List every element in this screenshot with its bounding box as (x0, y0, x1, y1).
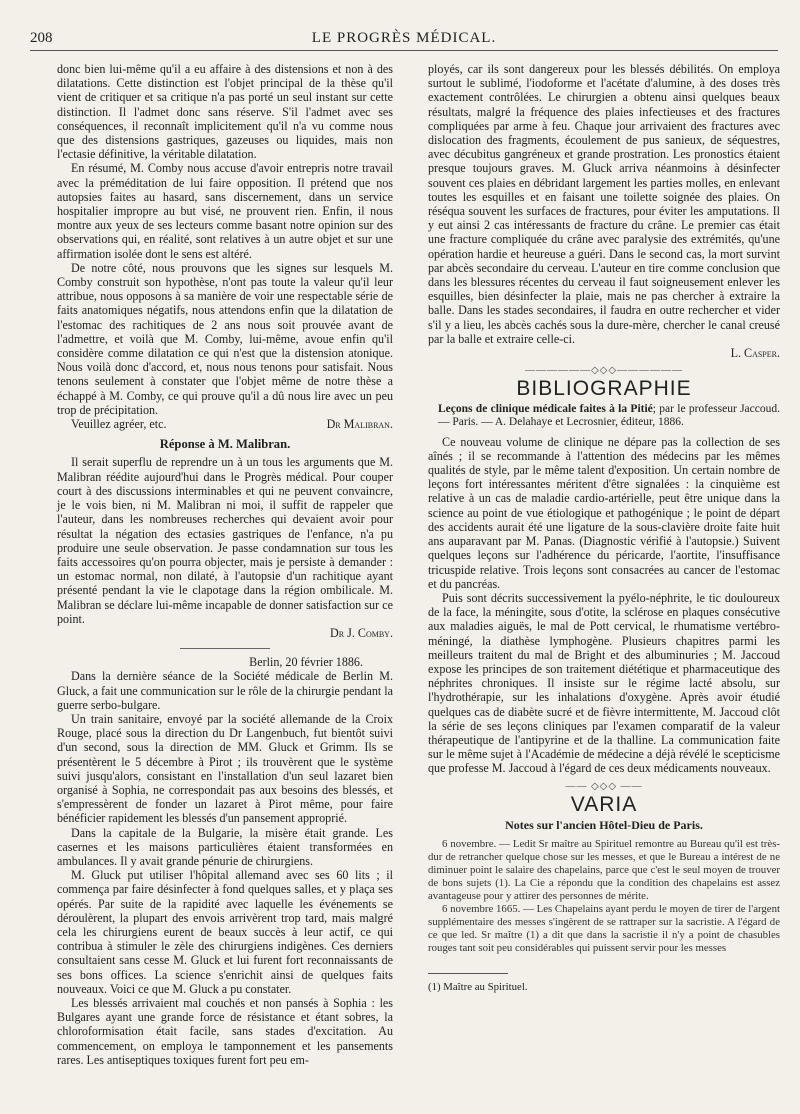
footnote: (1) Maître au Spirituel. (428, 981, 528, 994)
paragraph: Il serait superflu de reprendre un à un tous les arguments que M. Malibran réédite aujourd'hui dans le Progrès médical. Pour couper court à des discussions interminables et qui ne peuvent convaincre, je le vois bien, ni M. Malibran ni moi, il suffit de rappeler que l'auteur, dans les nombreuses recherches qui devaient avoir pour résultat la négation des ectasies gastriques de l'enfance, n'a pu produire une seule observation. Je passe condamnation sur tous les faits accessoires qu'on pourra objecter, mais je persiste à demander : un estomac normal, non dilaté, à l'autopsie d'un rachitique ayant présenté pendant la vie le clapotage dans la région ombilicale. M. Malibran se déclare lui-même incapable de donner satisfaction sur ce point. (57, 455, 393, 626)
archive-note: 6 novembre 1665. — Les Chapelains ayant perdu le moyen de tirer de l'argent supplémentaire des messes s'ingèrent de se rattraper sur la sacristie. A l'égard de ce que led. Sr maître (1) a dit que dans la sacristie il n'y a point de chasubles rouges tant soit peu considérables qui puissent servir pour les messes (428, 903, 780, 955)
bibliography-entry (428, 403, 780, 429)
closing-line (57, 417, 393, 431)
paragraph: ployés, car ils sont dangereux pour les blessés débilités. On employa surtout le sublimé, l'iodoforme et l'acétate d'alumine, à des doses très exactement contrôlées. Le chirurgien a obtenu ainsi quelques beaux résultats, malgré la fréquence des plaies infectieuses et des fractures compliquées par arme à feu. Chaque jour arrivaient des fractures avec dislocation des fragments, écoulement de pus sanieux, de séquestres, avec décubitus gangréneux et grande prostration. Les pronostics étaient presque toujours graves. M. Gluck arriva néanmoins à désinfecter souvent ces plaies en débridant largement les parties molles, en enlevant toutes les esquilles et en faisant une toilette soignée des plaies. On réséqua souvent les surfaces de fractures, pour éviter les amputations. Il y eut ainsi 2 cas intéressants de fracture du crâne. Le premier cas était une fracture compliquée du crâne avec paralysie des extrémités, qu'une opération hardie et heureuse a guéri. Dans le second cas, la mort survint par abcès secondaire du cerveau. L'auteur en tire comme conclusion que dans les blessures récentes du cerveau il faut soigneusement enlever les esquilles, bien désinfecter la plaie, mais ne pas chercher à extraire la balle. Dans les stades secondaires, il faudra en outre rechercher et vider s'il y a lieu, les abcès cachés sous la dure-mère, chercher le canal creusé par la balle et extraire celle-ci. (428, 62, 780, 346)
signature: L. Casper. (730, 346, 780, 361)
bib-entry-details: ; par le professeur Jaccoud. — Paris. — A. Delahaye et Lecrosnier, éditeur, 1886. (438, 402, 780, 428)
paragraph: Un train sanitaire, envoyé par la société allemande de la Croix Rouge, placé sous la direction du Dr Langenbuch, fut bientôt suivi d'un second, sous la direction de MM. Gluck et Grimm. Ils se présentèrent le 5 décembre à Pirot ; ils trouvèrent que le système suivi jusqu'alors, consistant en l'installation d'un seul lazaret bien organisé à Sophia, ne correspondait pas aux besoins des blessés, et s'empressèrent de fonder un lazaret à Pirot même, pour faire bénéficier rapidement les blessés d'un pansement approprié. (57, 711, 393, 826)
left-column (57, 62, 393, 1067)
paragraph: Puis sont décrits successivement la pyélo-néphrite, le tic douloureux de la face, la méningite, sous d'otite, la sclérose en plaques consécutive aux maladies aiguës, le mal de Pott cervical, le rhumatisme vertébro-méningé, la diathèse lymphogène. Plusieurs chapitres parmi les meilleurs traitent du mal de Bright et des albuminuries ; M. Jaccoud expose les principes de son traitement diététique et pharmaceutique des néphrites chroniques. Il insiste sur le régime lacté absolu, sur l'hydrothérapie, sur les inhalations d'oxygène. Après avoir étudié quelques cas de diabète sucré et de fièvre intermittente, M. Jaccoud clôt la série de ses leçons cliniques par l'examen comparatif de la valeur thérapeutique de l'antipyrine et de la thalline. La communication faite sur le même sujet à l'Académie de médecine a déjà révélé le scepticisme que professe M. Jaccoud à l'égard de ces deux médicaments nouveaux. (428, 590, 780, 776)
divider (180, 648, 270, 649)
header-rule (30, 50, 778, 51)
paragraph: Ce nouveau volume de clinique ne dépare pas la collection de ses aînés ; il se recommande à l'attention des médecins par les mêmes qualités de style, par le même talent d'exposition. Un certain nombre de leçons fort intéressantes méritent d'être signalées : la cinquième est relative à un cas de maladie cardio-artérielle, peut être unique dans la science au point de vue étiologique et pathogénique ; le point de départ des accidents aurait été une ligature de la sous-clavière droite faite huit ans auparavant par M. Panas. (Diagnostic vérifié à l'autopsie.) Suivent quelques leçons sur l'adhérence du péricarde, l'aortite, l'insuffisance tricuspide relative. Trois leçons sont consacrées au cancer de l'estomac et du pancréas. (428, 434, 780, 591)
paragraph: donc bien lui-même qu'il a eu affaire à des distensions et non à des dilatations. Cette distinction est l'objet principal de la thèse qu'il vient de critiquer et sa critique n'a pas porté un seul instant sur cette distinction. Il l'admet donc sans réserve. S'il l'admet avec ses conséquences, il reconnaît implicitement qu'il n'a vu comme nous que des distensions gastriques, gazeuses ou liquides, mais non l'ectasie définitive, la véritable dilatation. (57, 62, 393, 162)
section-title: VARIA (570, 792, 638, 816)
dateline: Berlin, 20 février 1886. (249, 655, 363, 670)
section-title: BIBLIOGRAPHIE (516, 377, 692, 401)
running-header (30, 30, 778, 50)
paragraph: Les blessés arrivaient mal couchés et non pansés à Sophia : les Bulgares ayant une grande force de résistance et étant sobres, la chloroformisation était facile, sans stades d'excitation. Au commencement, on employa le tamponnement et les pansements rares. Les antiseptiques toxiques furent fort peu em- (57, 996, 393, 1067)
paragraph: M. Gluck put utiliser l'hôpital allemand avec ses 60 lits ; il commença par faire désinfecter à fond quelques salles, et y plaça ses opérés. Par suite de la rapidité avec laquelle les événements se déroulèrent, la plupart des envois arrivèrent trop tard, mais malgré cela les chirurgiens eurent de beaux succès à leur actif, ce qui contribua à stimuler le zèle des chirurgiens indigènes. Ces derniers consultaient sans cesse M. Gluck et lui furent fort reconnaissants de ses bons offices. La science s'enrichit ainsi de quelques faits nouveaux. Voici ce que M. Gluck a pu constater. (57, 868, 393, 996)
bib-entry-title: Leçons de clinique médicale faites à la Pitié (438, 402, 653, 415)
closing-text: Veuillez agréer, etc. (71, 417, 167, 432)
signature: Dr J. Comby. (330, 625, 393, 640)
subsection-title: Notes sur l'ancien Hôtel-Dieu de Paris. (505, 817, 703, 832)
section-heading: Réponse à M. Malibran. (159, 437, 291, 452)
ornament-divider: ——————◇◇◇—————— (524, 365, 684, 377)
signature: Dr Malibran. (326, 417, 393, 432)
right-column (428, 62, 780, 994)
archive-note: 6 novembre. — Ledit Sr maître au Spirituel remontre au Bureau qu'il est très-dur de retrancher quelque chose sur les messes, et que le Bureau a intérest de ne diminuer point le salaire des chapelains, parce que c'est le seul moyen de trouver de bons sujets (1). La Cie a répondu que la condition des chapelains est assez avantageuse pour y attirer des personnes de mérite. (428, 838, 780, 903)
paragraph: Dans la dernière séance de la Société médicale de Berlin M. Gluck, a fait une communication sur le rôle de la chirurgie pendant la guerre serbo-bulgare. (57, 669, 393, 712)
footnote-rule (428, 973, 508, 974)
journal-title: LE PROGRÈS MÉDICAL. (311, 30, 497, 46)
ornament-divider: —— ◇◇◇ —— (565, 780, 643, 792)
page-number: 208 (30, 30, 53, 46)
paragraph: De notre côté, nous prouvons que les signes sur lesquels M. Comby construit son hypothèse, n'ont pas toute la valeur qu'il leur attribue, nous opposons à sa manière de voir une respectable série de faits anatomiques négatifs, nous attendons enfin que la dilatation de l'estomac des rachitiques de 2 ans nous soit prouvée avant de l'admettre, et voilà que M. Comby, lui-même, avoue enfin qu'il considère comme dilatation ce qui n'est que la distension atonique. Nous voilà donc d'accord, et, nous nous tenons pour satisfait. Nous tenons seulement à constater que l'objet même de notre thèse a échappé à M. Comby, ce qui prouve qu'il a dû nous lire avec un peu trop de précipitation. (57, 260, 393, 417)
paragraph: Dans la capitale de la Bulgarie, la misère était grande. Les casernes et les maisons particulières étaient transformées en ambulances. Il y avait grande pénurie de chirurgiens. (57, 825, 393, 868)
paragraph: En résumé, M. Comby nous accuse d'avoir entrepris notre travail avec la préméditation de lui faire opposition. Il prétend que nos autopsies faites au hasard, sans discernement, dans un service hospitalier impropre au but visé, ne prouvent rien. Enfin, il nous montre aux yeux de ses lecteurs comme basant notre opinion sur des observations qui, en réalité, sont relatives à un autre objet et sur une affirmation isolée dont le sens est altéré. (57, 161, 393, 261)
